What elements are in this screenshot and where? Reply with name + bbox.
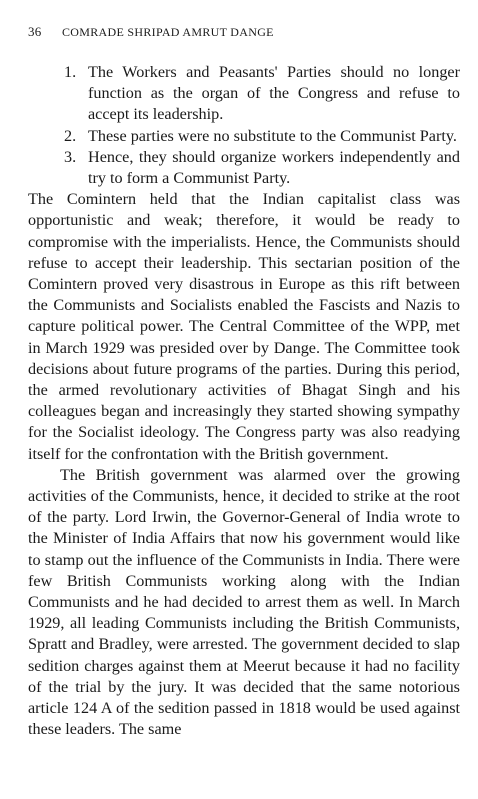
running-head [28, 24, 458, 40]
list-item-number: 2. [64, 126, 77, 145]
list-item-number: 1. [64, 63, 77, 81]
numbered-list [28, 62, 460, 189]
list-item-text: These parties were no substitute to the Communist Party. [88, 126, 457, 145]
page-content [28, 62, 460, 741]
page-number: 36 [28, 24, 42, 39]
body-paragraph: The Comintern held that the Indian capitalist class was opportunistic and weak; therefore, it would be ready to compromise with the imperialists. Hence, the Communists should refuse to accept their leadership. This sectarian position of the Comintern proved very disastrous in Europe as this rift between the Communists and Socialists enabled the Fascists and Nazis to capture political power. The Central Committee of the WPP, met in March 1929 was presided over by Dange. The Committee took decisions about future programs of the parties. During this period, the armed revolutionary activities of Bhagat Singh and his colleagues began and increasingly they started showing sympathy for the Socialist ideology. The Congress party was also readying itself for the confrontation with the British government. [28, 190, 460, 463]
body-paragraph: The British government was alarmed over the growing activities of the Communists, hence, it decided to strike at the root of the party. Lord Irwin, the Governor-General of India wrote to the Minister of India Affairs that now his government would like to stamp out the influence of the Communists in India. There were few British Communists working along with the Indian Communists and he had decided to arrest them as well. In March 1929, all leading Communists including the British Communists, Spratt and Bradley, were arrested. The government decided to slap sedition charges against them at Meerut because it had no facility of the trial by the jury. It was decided that the same notorious article 124 A of the sedition passed in 1818 would be used against these leaders. The same [28, 465, 460, 739]
list-item [28, 126, 460, 147]
list-item [28, 62, 460, 126]
list-item [28, 147, 460, 189]
list-item-number: 3. [64, 147, 77, 166]
list-item-text: Hence, they should organize workers independently and try to form a Communist Party. [88, 147, 460, 188]
list-item-text: The Workers and Peasants' Parties should no longer function as the organ of the Congress and refuse to accept its leadership. [88, 63, 460, 124]
book-title: COMRADE SHRIPAD AMRUT DANGE [62, 25, 274, 39]
